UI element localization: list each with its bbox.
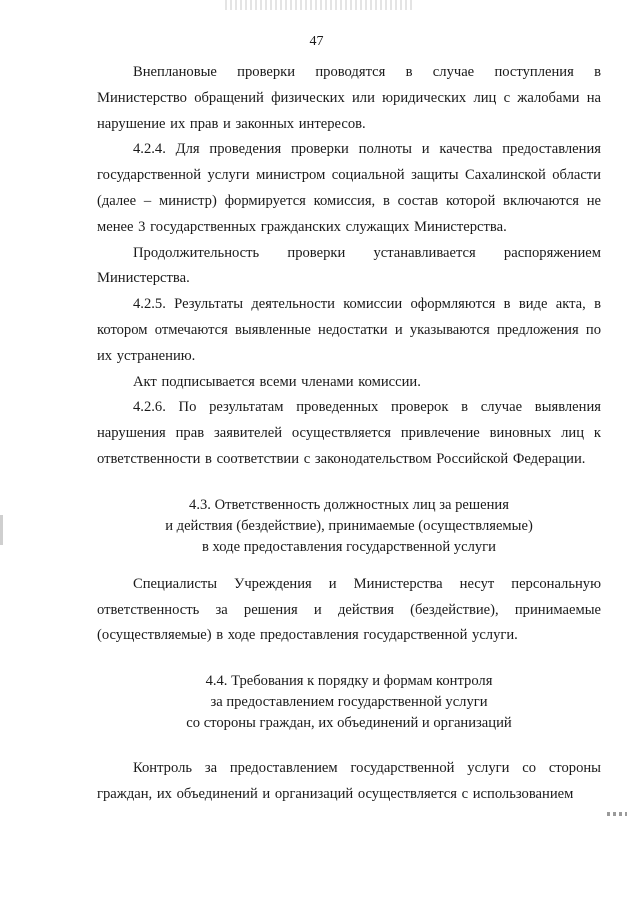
heading-line: 4.4. Требования к порядку и формам контроля [205,673,493,690]
scan-edge-mark [0,515,3,545]
heading-line: со стороны граждан, их объединений и организаций [186,715,512,732]
paragraph: 4.2.6. По результатам проведенных проверок в случае выявления нарушения прав заявителей осуществляется привлечение виновных лиц к ответственности в соответствии с законодательством Российской Федерации. [97,399,601,467]
section-4-3-body: Специалисты Учреждения и Министерства несут персональную ответственность за решения и действия (бездействие), принимаемые (осуществляемые) в ходе предоставления государственной услуги. [97,575,601,644]
paragraph: Акт подписывается всеми членами комиссии. [133,373,421,390]
section-heading-4-3 [97,495,601,558]
page-number: 47 [309,34,324,49]
section-heading-4-4 [97,671,601,734]
heading-line: в ходе предоставления государственной услуги [202,538,496,555]
page-body [97,60,601,808]
paragraph: 4.2.5. Результаты деятельности комиссии оформляются в виде акта, в котором отмечаются выявленные недостатки и указываются предложения по их устранению. [97,296,601,364]
heading-line: за предоставлением государственной услуги [210,694,488,711]
scan-edge-mark [607,812,627,816]
heading-line: и действия (бездействие), принимаемые (осуществляемые) [165,517,533,534]
heading-line: 4.3. Ответственность должностных лиц за решения [189,496,509,513]
paragraph: Продолжительность проверки устанавливается распоряжением Министерства. [97,244,601,287]
paragraph: Внеплановые проверки проводятся в случае поступления в Министерство обращений физических или юридических лиц с жалобами на нарушение их прав и законных интересов. [97,64,601,132]
scan-artifact [225,0,415,10]
paragraph: 4.2.4. Для проведения проверки полноты и качества предоставления государственной услуги министром социальной защиты Сахалинской области (далее – министр) формируется комиссия, в состав которой включаются не менее 3 государственных гражданских служащих Министерства. [97,141,601,235]
section-4-4-body: Контроль за предоставлением государственной услуги со стороны граждан, их объединений и организаций осуществляется с использованием [97,760,601,802]
